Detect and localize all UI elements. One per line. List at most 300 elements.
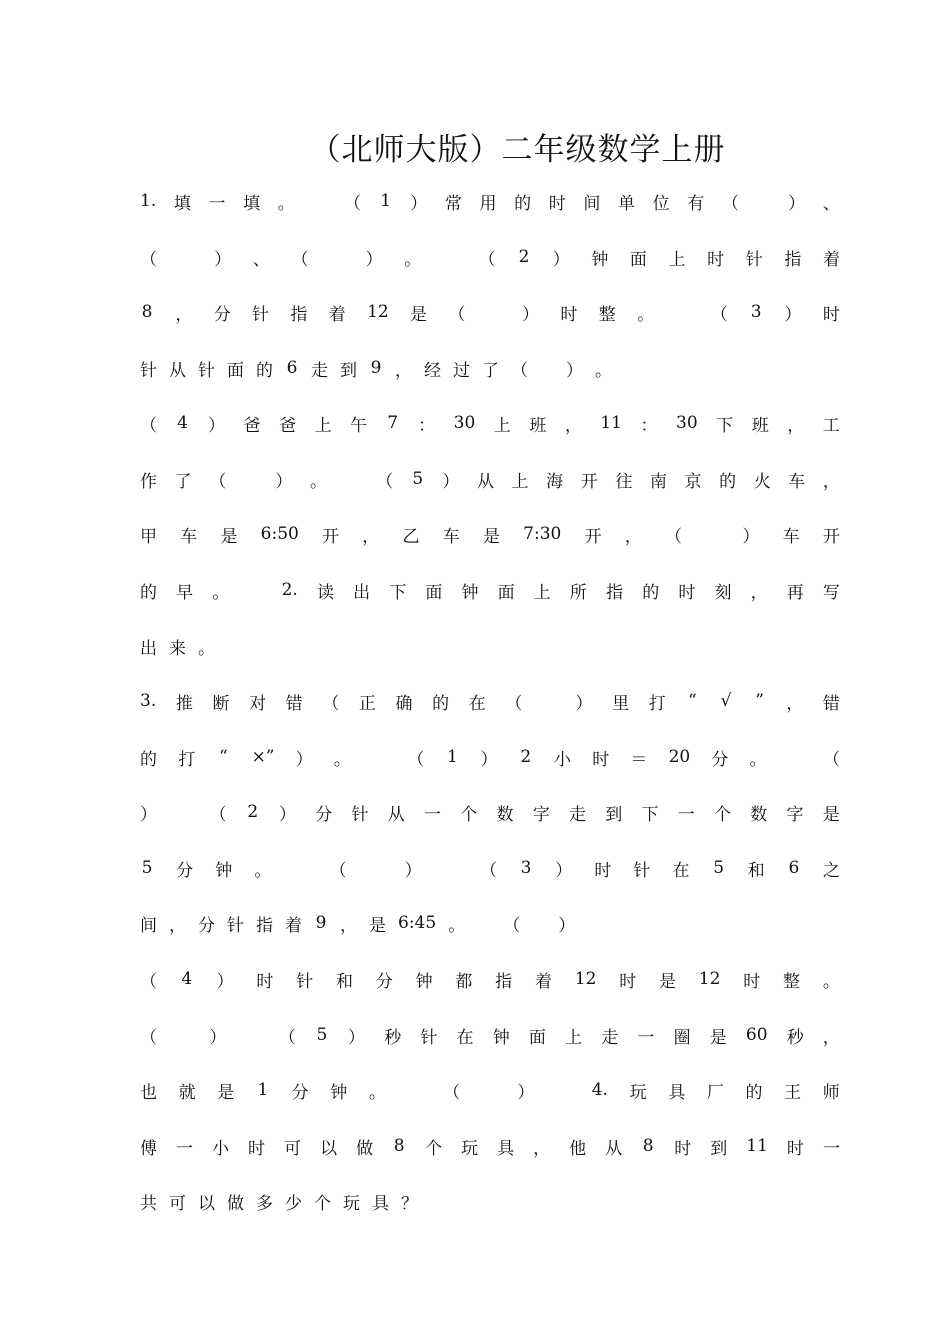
text-token: 面 [528, 1027, 546, 1048]
text-token: （ [665, 526, 682, 547]
text-token: 是 [482, 526, 500, 547]
text-token: 指 [256, 915, 273, 936]
text-token: ， [564, 415, 582, 436]
text-token: 分 [176, 860, 194, 881]
text-token: 时 [560, 304, 578, 325]
text-token: （ [443, 1082, 461, 1103]
text-token: ” [755, 691, 764, 711]
text-token: ， [175, 304, 193, 325]
text-line-2 [140, 242, 840, 272]
text-line-10 [140, 686, 840, 716]
text-line-12 [140, 797, 840, 827]
text-token: 经 [424, 360, 441, 381]
text-token: 是 [410, 304, 428, 325]
text-line-7 [140, 519, 840, 549]
text-token: ， [786, 693, 804, 714]
text-token: 作 [140, 471, 157, 492]
text-token: 从 [387, 804, 405, 825]
text-token: 钟 [330, 1082, 348, 1103]
text-token: 下 [716, 415, 734, 436]
text-token: 一 [822, 1138, 840, 1159]
text-token: 字 [786, 804, 804, 825]
text-token: 车 [782, 526, 800, 547]
text-token: 做 [356, 1138, 374, 1159]
text-token: 班 [529, 415, 547, 436]
text-token: 单 [617, 193, 635, 214]
text-token: 上 [493, 415, 511, 436]
text-token: 面 [227, 360, 244, 381]
text-token: 针 [633, 860, 651, 881]
text-token: 用 [479, 193, 497, 214]
text-token: 针 [227, 915, 244, 936]
text-token: 从 [169, 360, 186, 381]
text-token: ， [624, 526, 642, 547]
text-token: ） [216, 971, 234, 992]
text-token: ） [522, 304, 540, 325]
text-token: 。 [309, 471, 327, 492]
text-token: 玩 [461, 1138, 479, 1159]
text-token: 到 [710, 1138, 728, 1159]
text-token: 里 [612, 693, 630, 714]
text-token: （ [209, 804, 227, 825]
text-token: 在 [468, 693, 486, 714]
text-token: 分 [198, 915, 215, 936]
text-token: 9 [370, 358, 382, 378]
text-token: 火 [753, 471, 771, 492]
text-token: （ [291, 249, 309, 270]
text-token: 时 [619, 971, 637, 992]
text-token: 工 [822, 415, 840, 436]
text-token: 车 [788, 471, 806, 492]
text-token: 着 [822, 249, 840, 270]
text-token: ， [822, 1027, 840, 1048]
text-token: 一 [208, 193, 226, 214]
text-token: 的 [719, 471, 737, 492]
text-token: 的 [432, 693, 450, 714]
text-token: 有 [687, 193, 705, 214]
text-token: 。 [198, 638, 215, 659]
text-token: 时 [592, 749, 610, 770]
text-token: 个 [314, 1193, 331, 1214]
text-token: （ [503, 915, 521, 936]
text-token: ） [140, 804, 157, 825]
text-token: ） [209, 1027, 227, 1048]
text-token: 指 [784, 249, 802, 270]
text-token: 海 [546, 471, 564, 492]
text-token: ） [410, 193, 428, 214]
text-token: 间 [583, 193, 601, 214]
text-token: 30 [453, 413, 476, 433]
text-token: 数 [496, 804, 514, 825]
text-token: 分 [315, 804, 333, 825]
text-token: 针 [745, 249, 763, 270]
text-token: 到 [340, 360, 357, 381]
text-token: 共 [140, 1193, 157, 1214]
text-token: 时 [594, 860, 612, 881]
text-token: 整 [598, 304, 616, 325]
text-token: （ [822, 749, 840, 770]
text-token: 读 [316, 582, 334, 603]
text-token: ， [787, 415, 805, 436]
text-token: 、 [252, 249, 270, 270]
text-token: 确 [395, 693, 413, 714]
text-token: 4. [591, 1080, 608, 1100]
text-token: 在 [672, 860, 690, 881]
text-token: 京 [684, 471, 702, 492]
text-token: 3. [140, 691, 157, 711]
text-token: （ [721, 193, 739, 214]
text-token: 往 [615, 471, 633, 492]
text-token: 1. [140, 191, 157, 211]
text-token: 出 [140, 638, 157, 659]
text-token: 玩 [343, 1193, 360, 1214]
text-token: ， [169, 915, 186, 936]
text-line-1 [140, 186, 840, 216]
text-token: 也 [140, 1082, 157, 1103]
text-token: 着 [328, 304, 346, 325]
text-token: 指 [606, 582, 624, 603]
text-token: 20 [668, 747, 691, 767]
text-token: （ [479, 860, 497, 881]
text-token: 写 [822, 582, 840, 603]
text-token: 时 [548, 193, 566, 214]
text-token: ？ [401, 1193, 418, 1214]
text-token: 3 [750, 302, 762, 322]
text-token: 针 [296, 971, 314, 992]
text-token: 个 [460, 804, 478, 825]
text-token: 时 [256, 971, 274, 992]
text-token: （ [209, 471, 227, 492]
text-token: 指 [290, 304, 308, 325]
text-token: （ [710, 304, 728, 325]
text-token: ） [442, 471, 460, 492]
text-token: 他 [569, 1138, 587, 1159]
text-token: 所 [569, 582, 587, 603]
text-token: 的 [642, 582, 660, 603]
text-token: 是 [220, 526, 238, 547]
text-token: 上 [565, 1027, 583, 1048]
text-token: 爸 [243, 415, 261, 436]
text-token: 12 [574, 969, 597, 989]
text-token: 。 [368, 1082, 386, 1103]
text-token: 。 [637, 304, 655, 325]
text-token: 数 [750, 804, 768, 825]
text-token: 钟 [461, 582, 479, 603]
text-token: 8 [642, 1136, 654, 1156]
text-token: 6:45 [398, 913, 437, 933]
text-token: 错 [822, 693, 840, 714]
text-token: 分 [213, 304, 231, 325]
text-token: 2 [520, 747, 532, 767]
text-token: 就 [178, 1082, 196, 1103]
text-token: （ [140, 1027, 157, 1048]
text-token: 推 [175, 693, 193, 714]
text-token: 小 [212, 1138, 230, 1159]
text-token: 错 [285, 693, 303, 714]
text-token: 针 [351, 804, 369, 825]
text-token: 。 [333, 749, 351, 770]
text-token: 时 [678, 582, 696, 603]
text-token: 上 [511, 471, 529, 492]
text-token: 上 [533, 582, 551, 603]
text-token: ） [788, 193, 806, 214]
text-token: 针 [420, 1027, 438, 1048]
text-token: ， [822, 471, 840, 492]
text-token: 3 [520, 858, 532, 878]
text-token: 整 [783, 971, 801, 992]
text-token: 下 [641, 804, 659, 825]
text-token: ： [418, 415, 436, 436]
text-token: ） [214, 249, 232, 270]
text-token: 从 [605, 1138, 623, 1159]
text-token: 和 [747, 860, 765, 881]
text-token: 走 [569, 804, 586, 825]
text-token: （ [140, 971, 157, 992]
text-token: 的 [140, 749, 157, 770]
text-token: 9 [315, 913, 327, 933]
text-token: 时 [674, 1138, 692, 1159]
text-line-6 [140, 464, 840, 494]
text-token: 对 [249, 693, 267, 714]
text-token: ） [365, 249, 383, 270]
text-token: 。 [254, 860, 272, 881]
text-token: 时 [786, 1138, 804, 1159]
text-token: 玩 [629, 1082, 647, 1103]
text-token: 都 [455, 971, 473, 992]
text-token: 时 [822, 304, 840, 325]
text-token: 出 [353, 582, 371, 603]
text-token: 7 [387, 413, 399, 433]
text-token: 60 [745, 1025, 768, 1045]
text-token: ， [395, 360, 412, 381]
text-token: 填 [243, 193, 261, 214]
text-token: 着 [285, 915, 302, 936]
text-line-9 [140, 631, 840, 661]
text-token: 正 [358, 693, 376, 714]
text-token: 具 [372, 1193, 389, 1214]
text-token: 个 [425, 1138, 443, 1159]
text-token: 30 [676, 413, 698, 433]
text-token: 乙 [402, 526, 420, 547]
text-token: 8 [393, 1136, 405, 1156]
text-token: 针 [252, 304, 270, 325]
text-token: 的 [140, 582, 157, 603]
text-token: 针 [140, 360, 157, 381]
text-token: （ [511, 360, 528, 381]
text-token: 上 [668, 249, 686, 270]
text-token: 分 [291, 1082, 309, 1103]
text-token: 5 [713, 858, 725, 878]
text-token: 是 [709, 1027, 727, 1048]
text-token: 的 [514, 193, 532, 214]
text-token: 早 [176, 582, 194, 603]
text-token: 1 [257, 1080, 269, 1100]
text-token: 了 [174, 471, 192, 492]
text-token: ×” [251, 747, 275, 767]
text-token: 的 [745, 1082, 763, 1103]
text-token: （ [448, 304, 466, 325]
text-token: 以 [320, 1138, 338, 1159]
text-token: 刻 [714, 582, 732, 603]
text-token: 位 [652, 193, 670, 214]
text-token: 开 [580, 471, 598, 492]
text-token: 钟 [215, 860, 233, 881]
text-token: 少 [285, 1193, 302, 1214]
text-token: ） [517, 1082, 535, 1103]
text-token: 是 [659, 971, 676, 992]
text-token: 可 [169, 1193, 186, 1214]
text-token: ＝ [630, 749, 648, 770]
text-token: （ [478, 249, 496, 270]
text-token: 一 [677, 804, 695, 825]
text-line-15 [140, 964, 840, 994]
text-token: 从 [476, 471, 494, 492]
text-token: ） [404, 860, 422, 881]
text-token: 秒 [384, 1027, 402, 1048]
text-token: 4 [177, 413, 188, 433]
text-token: 断 [212, 693, 230, 714]
text-token: 具 [497, 1138, 515, 1159]
text-token: 7:30 [523, 524, 562, 544]
text-token: 小 [554, 749, 571, 770]
text-token: ） [742, 526, 760, 547]
text-line-16 [140, 1020, 840, 1050]
text-token: 8 [141, 302, 153, 322]
text-token: 一 [176, 1138, 194, 1159]
text-token: 厂 [706, 1082, 724, 1103]
text-token: 班 [751, 415, 769, 436]
text-token: 12 [698, 969, 721, 989]
text-token: ， [750, 582, 768, 603]
text-line-18 [140, 1131, 840, 1161]
text-token: （ [376, 471, 394, 492]
text-token: 常 [444, 193, 462, 214]
text-token: 5 [141, 858, 153, 878]
text-token: 到 [605, 804, 623, 825]
text-token: 时 [743, 971, 761, 992]
text-token: ） [348, 1027, 366, 1048]
text-token: 打 [648, 693, 666, 714]
text-token: ） [552, 249, 570, 270]
text-token: 指 [495, 971, 513, 992]
text-token: 和 [335, 971, 353, 992]
text-token: 填 [173, 193, 191, 214]
text-line-5 [140, 408, 840, 438]
text-token: 具 [668, 1082, 686, 1103]
text-token: ， [340, 915, 357, 936]
text-token: 以 [198, 1193, 215, 1214]
text-token: 钟 [492, 1027, 510, 1048]
text-token: “ [688, 691, 697, 711]
text-token: 开 [584, 526, 602, 547]
text-token: （ [505, 693, 523, 714]
text-token: 面 [425, 582, 443, 603]
text-token: 5 [316, 1025, 328, 1045]
text-token: 5 [412, 469, 424, 489]
text-token: 2 [518, 247, 530, 267]
text-token: ） [295, 749, 313, 770]
text-token: 圈 [673, 1027, 691, 1048]
text-token: 针 [198, 360, 215, 381]
text-token: 傅 [140, 1138, 157, 1159]
text-token: 。 [277, 193, 295, 214]
text-token: 11 [746, 1136, 768, 1156]
text-token: 再 [786, 582, 804, 603]
text-token: 钟 [591, 249, 609, 270]
text-token: ： [640, 415, 658, 436]
text-token: 做 [227, 1193, 244, 1214]
text-token: √ [720, 691, 732, 711]
text-token: 在 [456, 1027, 474, 1048]
text-token: 了 [482, 360, 499, 381]
text-token: 过 [453, 360, 470, 381]
text-token: （ [278, 1027, 296, 1048]
text-token: 面 [497, 582, 515, 603]
text-token: 师 [822, 1082, 840, 1103]
text-line-14 [140, 908, 840, 938]
text-line-17 [140, 1075, 840, 1105]
text-token: 6:50 [260, 524, 299, 544]
text-token: 一 [637, 1027, 655, 1048]
text-token: 爸 [279, 415, 297, 436]
text-token: 1 [447, 747, 458, 767]
text-token: 。 [212, 582, 230, 603]
text-token: 6 [286, 358, 298, 378]
text-token: 打 [178, 749, 196, 770]
text-token: 一 [424, 804, 441, 825]
text-token: 。 [822, 971, 840, 992]
text-token: 时 [707, 249, 725, 270]
text-token: 车 [442, 526, 460, 547]
text-token: （ [140, 415, 157, 436]
text-token: 分 [375, 971, 393, 992]
text-token: ， [362, 526, 380, 547]
text-token: 车 [180, 526, 198, 547]
text-token: 11 [600, 413, 622, 433]
text-token: 2 [247, 802, 259, 822]
text-token: 12 [367, 302, 389, 322]
text-token: 是 [822, 804, 840, 825]
text-token: 4 [181, 969, 193, 989]
text-token: （ [322, 693, 340, 714]
text-token: ） [279, 804, 296, 825]
text-token: （ [329, 860, 347, 881]
text-token: 多 [256, 1193, 273, 1214]
text-token: 可 [284, 1138, 302, 1159]
text-token: 分 [711, 749, 729, 770]
text-token: ） [275, 471, 293, 492]
text-line-4 [140, 353, 840, 383]
text-line-19 [140, 1186, 840, 1216]
text-token: ） [575, 693, 593, 714]
document-title: （北师大版）二年级数学上册 [309, 132, 726, 168]
text-token: 。 [749, 749, 767, 770]
text-token: 钟 [415, 971, 433, 992]
text-line-3 [140, 297, 840, 327]
text-token: 是 [369, 915, 386, 936]
text-token: （ [407, 749, 425, 770]
text-token: 间 [140, 915, 157, 936]
text-token: 秒 [786, 1027, 804, 1048]
text-token: 开 [322, 526, 340, 547]
text-token: 走 [311, 360, 328, 381]
text-token: （ [343, 193, 361, 214]
text-token: ） [566, 360, 583, 381]
text-token: 之 [822, 860, 840, 881]
text-token: 着 [534, 971, 552, 992]
text-token: 2. [281, 580, 298, 600]
text-token: ） [558, 915, 576, 936]
